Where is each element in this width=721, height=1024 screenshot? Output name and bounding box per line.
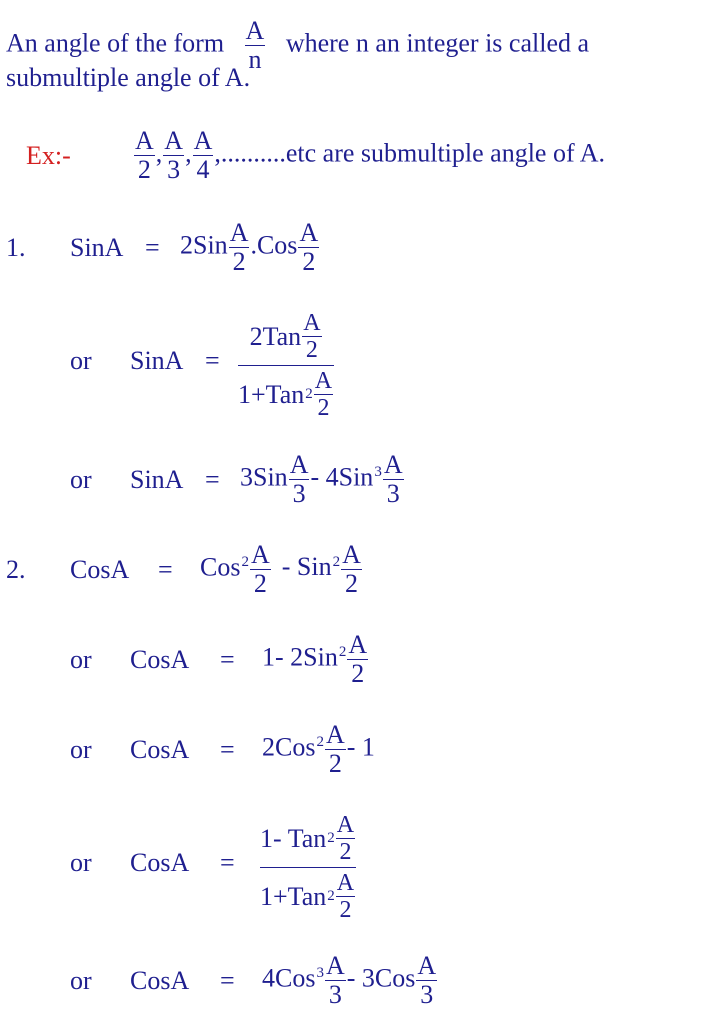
cos-lhs: CosA bbox=[130, 645, 190, 674]
example-fractions: $\frac{A}{2}$ , $\frac{A}{3}$ , $\frac{A}{4}$ ,..........etc are submultiple angle of A. bbox=[135, 126, 605, 184]
big-fraction-bar bbox=[260, 867, 356, 868]
equals-sign: = bbox=[145, 233, 160, 262]
fraction-a-over-3: $\frac{A}{3}$ bbox=[164, 126, 184, 184]
example-tail: ,..........etc are submultiple angle of A. bbox=[214, 138, 605, 168]
equals-sign: = bbox=[220, 645, 235, 674]
cos-identity-1-rhs: Cos$^2$ $\frac{A}{2}$ - Sin$^2$ $\frac{A}{2}$ bbox=[200, 540, 361, 598]
cos-tan-half-fraction bbox=[260, 813, 356, 922]
sin-triple-identity-rhs: 3Sin $\frac{A}{3}$ - 4Sin$^3$ $\frac{A}{3}$ bbox=[240, 450, 403, 508]
cos-lhs: CosA bbox=[130, 966, 190, 995]
frac-numerator: A bbox=[245, 16, 265, 45]
sin-lhs: SinA bbox=[130, 346, 184, 375]
or-label: or bbox=[70, 465, 92, 494]
equals-sign: = bbox=[205, 465, 220, 494]
big-numerator: 1- Tan 2 $\frac{A}{2}$ bbox=[260, 812, 355, 865]
cos-lhs: CosA bbox=[130, 848, 190, 877]
equals-sign: = bbox=[158, 555, 173, 584]
sin-identity-1-rhs: 2Sin $\frac{A}{2}$ .Cos $\frac{A}{2}$ bbox=[180, 218, 319, 276]
equals-sign: = bbox=[220, 735, 235, 764]
or-label: or bbox=[70, 346, 92, 375]
fraction-a-over-2: $\frac{A}{2}$ bbox=[299, 218, 319, 276]
sin-tan-half-fraction bbox=[238, 311, 334, 420]
or-label: or bbox=[70, 645, 92, 674]
fraction-a-over-2: $\frac{A}{2}$ bbox=[135, 126, 154, 184]
big-fraction-bar bbox=[238, 365, 334, 366]
cos-identity-2-rhs: 1- 2Sin$^2$ $\frac{A}{2}$ bbox=[262, 630, 368, 688]
section-2-number: 2. bbox=[6, 555, 26, 584]
or-label: or bbox=[70, 966, 92, 995]
big-numerator: 2Tan $\frac{A}{2}$ bbox=[249, 310, 321, 363]
equals-sign: = bbox=[205, 346, 220, 375]
section-1-number: 1. bbox=[6, 233, 26, 262]
equals-sign: = bbox=[220, 848, 235, 877]
or-label: or bbox=[70, 848, 92, 877]
cos-triple-identity-rhs: 4Cos$^3$ $\frac{A}{3}$ - 3Cos $\frac{A}{3}$ bbox=[262, 951, 437, 1009]
section-1-lhs: SinA bbox=[70, 233, 124, 262]
fraction-a-over-4: $\frac{A}{4}$ bbox=[193, 126, 213, 184]
equals-sign: = bbox=[220, 966, 235, 995]
frac-denominator: n bbox=[248, 45, 262, 74]
cos-lhs: CosA bbox=[130, 735, 190, 764]
intro-text-b: where n an integer is called a bbox=[285, 28, 590, 58]
sin-lhs: SinA bbox=[130, 465, 184, 494]
big-denominator: 1+Tan 2 $\frac{A}{2}$ bbox=[238, 368, 333, 421]
or-label: or bbox=[70, 735, 92, 764]
big-denominator: 1+Tan 2 $\frac{A}{2}$ bbox=[260, 870, 355, 923]
fraction-a-over-2: $\frac{A}{2}$ bbox=[229, 218, 249, 276]
intro-text-a: An angle of the form bbox=[6, 28, 225, 58]
section-2-lhs: CosA bbox=[70, 555, 130, 584]
cos-identity-3-rhs: 2Cos$^2$ $\frac{A}{2}$ - 1 bbox=[262, 720, 375, 778]
example-label: Ex:- bbox=[26, 141, 71, 170]
intro-line-2: submultiple angle of A. bbox=[6, 63, 251, 92]
